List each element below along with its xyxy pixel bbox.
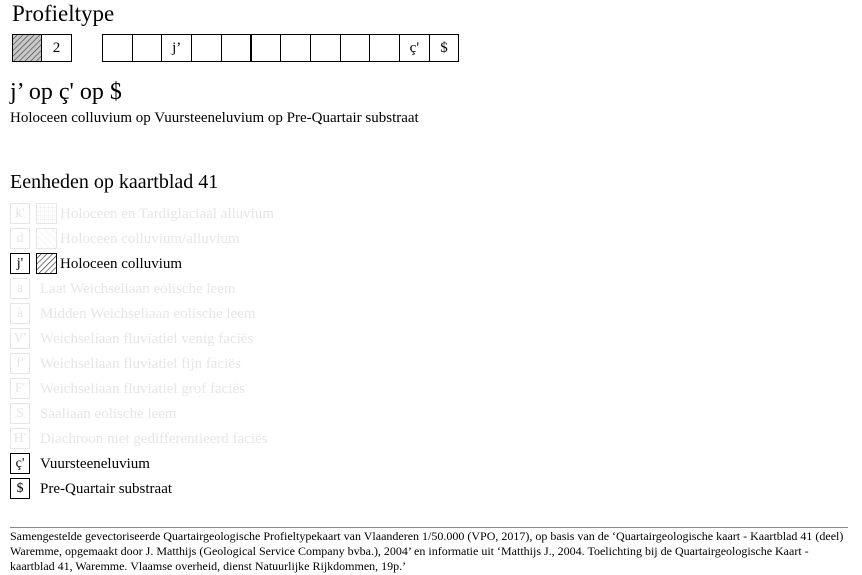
- profile-cell: [310, 34, 341, 62]
- unit-code: ç': [10, 453, 30, 474]
- unit-code: F': [10, 378, 30, 399]
- footer-credits: Samengestelde gevectoriseerde Quartairgeologische Profieltypekaart van Vlaanderen 1/50.000 (VPO, 2017), op basis van de ‘Quartairgeologische kaart - Kaartblad 41 (deel) Waremme, opgemaakt door J. Matthijs (Geological Service Company bvba.), 2004’ en informatie uit ‘Matthijs J., 2004. Toelichting bij de Quartairgeologische Kaart - kaartblad 41, Waremme. Vlaamse overheid, dienst Natuurlijke Rijkdommen, 19p.’: [10, 529, 844, 573]
- profile-cell: [221, 34, 252, 62]
- unit-pattern-swatch: [36, 253, 57, 274]
- unit-label: Weichseliaan fluviatiel venig faciës: [40, 331, 254, 347]
- profile-cell: j’: [161, 34, 192, 62]
- unit-row: [10, 478, 410, 500]
- footer-divider: [10, 527, 848, 528]
- unit-row: [10, 228, 410, 250]
- unit-row: [10, 303, 410, 325]
- unit-label: Saaliaan eolische leem: [40, 406, 177, 422]
- unit-label: Laat Weichseliaan eolische leem: [40, 281, 236, 297]
- profile-cell: [132, 34, 163, 62]
- profile-number: 2: [41, 34, 72, 62]
- unit-pattern-swatch: [36, 203, 57, 224]
- unit-label: Midden Weichseliaan eolische leem: [40, 306, 256, 322]
- profile-cell: [191, 34, 222, 62]
- unit-code: V': [10, 328, 30, 349]
- profile-cell: [280, 34, 311, 62]
- unit-code: à: [10, 303, 30, 324]
- profile-description: Holoceen colluvium op Vuursteeneluvium op Pre-Quartair substraat: [10, 110, 419, 126]
- profile-swatch: [12, 34, 42, 62]
- unit-code: H': [10, 428, 30, 449]
- unit-code: j': [10, 253, 30, 274]
- unit-code: d: [10, 228, 30, 249]
- unit-label: Vuursteeneluvium: [40, 456, 150, 472]
- unit-label: Weichseliaan fluviatiel fijn faciës: [40, 356, 241, 372]
- unit-row: [10, 353, 410, 375]
- units-heading: Eenheden op kaartblad 41: [10, 171, 219, 193]
- profile-cell: $: [429, 34, 460, 62]
- profile-cell: [102, 34, 133, 62]
- unit-row: [10, 378, 410, 400]
- unit-row: [10, 203, 410, 225]
- unit-label: Weichseliaan fluviatiel grof faciës: [40, 381, 245, 397]
- unit-label: Holoceen colluvium: [60, 256, 183, 272]
- profile-cell: ç': [399, 34, 430, 62]
- unit-row: [10, 428, 410, 450]
- unit-label: Holoceen en Tardiglaciaal alluvium: [60, 206, 275, 222]
- unit-row: [10, 403, 410, 425]
- unit-row: [10, 253, 410, 275]
- profile-cell: [251, 34, 282, 62]
- unit-pattern-swatch: [36, 228, 57, 249]
- unit-label: Holoceen colluvium/alluvium: [60, 231, 240, 247]
- profile-cell: [369, 34, 400, 62]
- unit-code: k': [10, 203, 30, 224]
- unit-row: [10, 328, 410, 350]
- unit-label: Pre-Quartair substraat: [40, 481, 173, 497]
- unit-row: [10, 278, 410, 300]
- unit-code: f': [10, 353, 30, 374]
- unit-row: [10, 453, 410, 475]
- profile-cell: [340, 34, 371, 62]
- unit-code: $: [10, 478, 30, 499]
- unit-code: S: [10, 403, 30, 424]
- page-title: Profieltype: [12, 1, 115, 26]
- profile-code: j’ op ç' op $: [10, 79, 122, 105]
- unit-label: Diachroon niet gedifferentieerd faciës: [40, 431, 268, 447]
- unit-code: a: [10, 278, 30, 299]
